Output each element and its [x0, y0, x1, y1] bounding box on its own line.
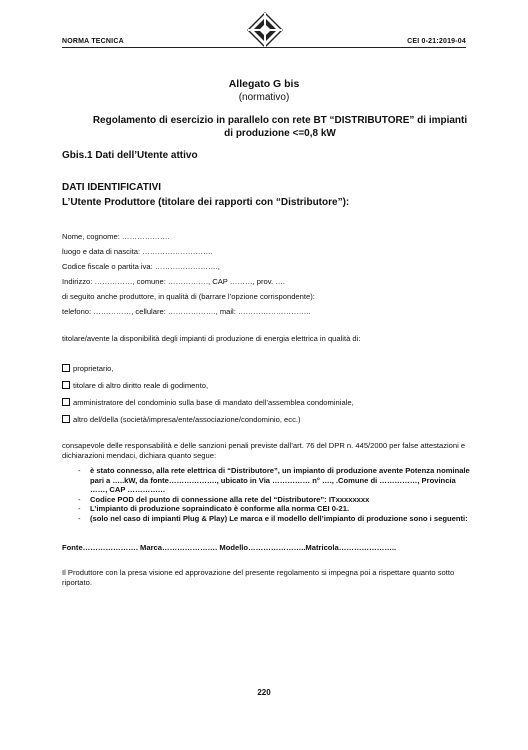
header-left: NORMA TECNICA	[62, 38, 124, 45]
checkbox-icon[interactable]	[62, 415, 70, 423]
cei-logo-icon	[247, 12, 283, 48]
identificativi-heading: DATI IDENTIFICATIVI	[62, 182, 162, 193]
availability-text: titolare/avente la disponibilità degli impianti di produzione di energia elettrica in qualità di:	[62, 334, 361, 343]
form-line-fiscal-code: Codice fiscale o partita iva: …………………….,	[62, 262, 220, 271]
annex-subtitle: (normativo)	[238, 92, 290, 103]
option-altro[interactable]	[62, 415, 470, 425]
declaration-item	[78, 466, 473, 495]
option-amministratore[interactable]	[62, 398, 470, 408]
declaration-item	[78, 495, 473, 505]
header-right: CEI 0-21:2019-04	[407, 38, 466, 45]
section-heading: Gbis.1 Dati dell’Utente attivo	[62, 150, 198, 161]
dash-bullet: -	[78, 504, 81, 514]
regulation-title: Regolamento di esercizio in parallelo con rete BT “DISTRIBUTORE” di impianti di produzione <=0,8 kW	[92, 115, 468, 139]
checkbox-icon[interactable]	[62, 381, 70, 389]
declaration-text: L’impianto di produzione sopraindicato è conforme alla norma CEI 0-21.	[90, 504, 350, 514]
declaration-text: Codice POD del punto di connessione alla rete del “Distributore”: ITxxxxxxxx	[90, 494, 370, 504]
checkbox-icon[interactable]	[62, 398, 70, 406]
option-titolare[interactable]	[62, 381, 470, 391]
form-line-contacts: telefono: ……………, cellulare: ………………., mail: ………………………..	[62, 307, 311, 316]
dash-bullet: -	[78, 513, 81, 523]
declaration-item	[78, 504, 473, 514]
declaration-item	[78, 514, 473, 524]
option-label: proprietario,	[73, 364, 114, 373]
utente-heading: L’Utente Produttore (titolare dei rapporti con “Distributore”):	[62, 197, 350, 208]
declaration-text: è stato connesso, alla rete elettrica di “Distributore”, un impianto di produzione avente Potenza nominale pari a …..kW, da fonte………………., ubicato in Via …………… n° …., .Comune di ……………, Provincia ……, CAP ……………	[90, 466, 470, 495]
option-proprietario[interactable]	[62, 364, 470, 374]
annex-title: Allegato G bis	[228, 78, 300, 90]
declaration-text: (solo nel caso di impianti Plug & Play) Le marca e il modello dell’impianto di produzione sono i seguenti:	[90, 513, 468, 523]
dash-bullet: -	[78, 466, 81, 475]
checkbox-icon[interactable]	[62, 364, 70, 372]
option-label: altro del/della (società/impresa/ente/associazione/condominio, ecc.)	[73, 415, 301, 424]
closing-text: Il Produttore con la presa visione ed approvazione del presente regolamento si impegna poi a rispettare quanto sotto riportato.	[62, 568, 455, 587]
dash-bullet: -	[78, 494, 81, 504]
option-label: titolare di altro diritto reale di godimento,	[73, 381, 209, 390]
form-line-birth: luogo e data di nascita: ……………………….	[62, 247, 213, 256]
form-line-role: di seguito anche produttore, in qualità di (barrare l’opzione corrispondente):	[62, 292, 315, 301]
declaration-list	[78, 466, 473, 524]
declaration-intro: consapevole delle responsabilità e delle sanzioni penali previste dall’art. 76 del DPR n. 445/2000 per false attestazioni e dichiarazioni mendaci, dichiara quanto segue:	[62, 441, 466, 460]
form-line-name: Nome, cognome: ……………….	[62, 232, 170, 241]
form-line-address: Indirizzo: ……………, comune: ……………., CAP ………, prov. ….	[62, 277, 285, 286]
page-number: 220	[257, 688, 271, 697]
option-label: amministratore del condominio sulla base di mandato dell’assemblea condominiale,	[73, 398, 354, 407]
fonte-line: Fonte…………………. Marca…………………. Modello…………………..Matricola…………………..	[62, 543, 397, 552]
